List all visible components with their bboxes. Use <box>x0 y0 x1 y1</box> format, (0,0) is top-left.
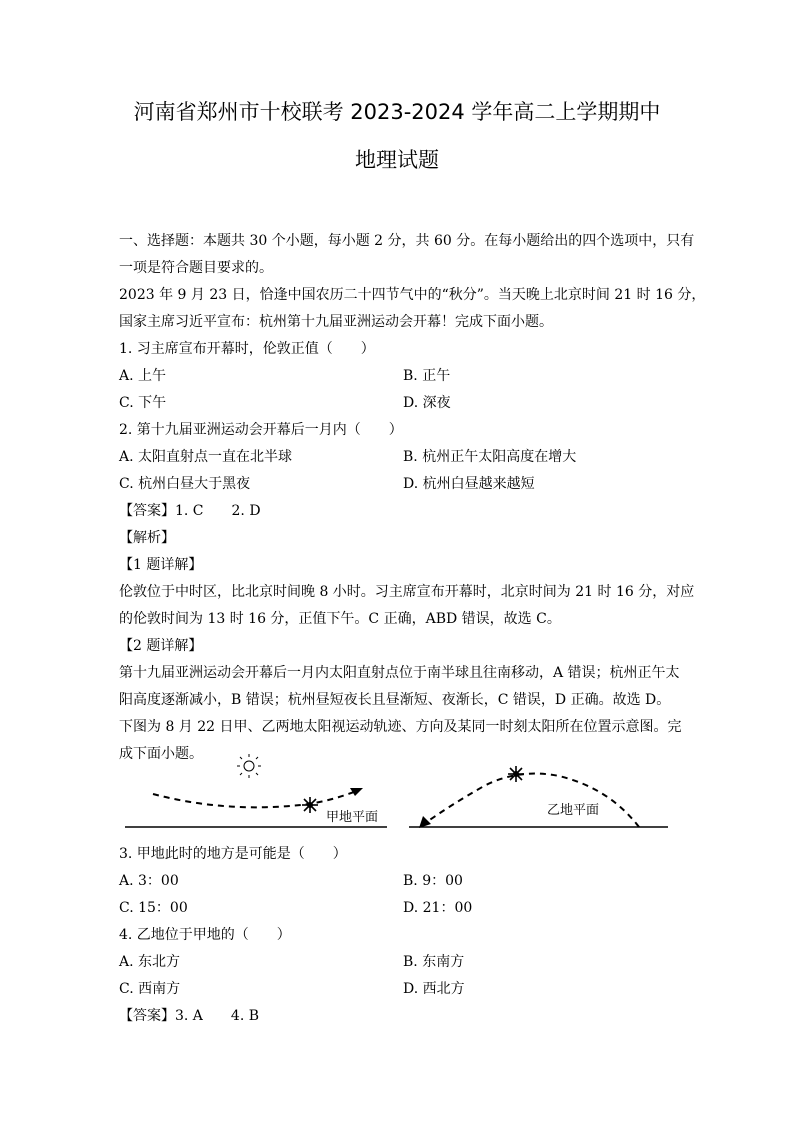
jia-horizon-label: 甲地平面 <box>326 810 379 825</box>
q1-option-b: B. 正午 <box>403 368 451 384</box>
q4-option-b: B. 东南方 <box>403 954 465 970</box>
q2-option-d: D. 杭州白昼越来越短 <box>403 476 535 492</box>
q1-option-a: A. 上午 <box>119 368 167 384</box>
q4-option-a: A. 东北方 <box>119 954 181 970</box>
q2-option-c: C. 杭州白昼大于黑夜 <box>119 476 251 492</box>
yi-path-arrowhead <box>419 816 431 828</box>
detail2-label: 【2 题详解】 <box>119 638 203 654</box>
q3-option-b: B. 9：00 <box>403 873 463 889</box>
yi-sun-path <box>424 774 639 827</box>
jia-sun-dot <box>307 802 313 808</box>
jia-sun-path <box>153 790 359 807</box>
yi-sun-dot <box>513 771 519 777</box>
q2-option-b: B. 杭州正午太阳高度在增大 <box>403 449 577 465</box>
q2-option-a: A. 太阳直射点一直在北半球 <box>119 449 293 465</box>
q3-stem: 3. 甲地此时的地方是可能是（ ） <box>119 846 347 862</box>
analysis-label: 【解析】 <box>119 530 175 546</box>
detail1-line1: 伦敦位于中时区，比北京时间晚 8 小时。习主席宣布开幕时，北京时间为 21 时 16 分，对应 <box>119 584 695 600</box>
detail1-line2: 的伦敦时间为 13 时 16 分，正值下午。C 正确，ABD 错误，故选 C。 <box>119 611 561 627</box>
q3-option-c: C. 15：00 <box>119 900 188 916</box>
answer-3-4: 【答案】3. A 4. B <box>119 1008 260 1024</box>
passage2-line2: 成下面小题。 <box>119 746 203 762</box>
yi-horizon-label: 乙地平面 <box>547 803 600 818</box>
document-title: 河南省郑州市十校联考 2023-2024 学年高二上学期期中 <box>133 100 661 124</box>
q1-stem: 1. 习主席宣布开幕时，伦敦正值（ ） <box>119 341 375 357</box>
passage1-line1: 2023 年 9 月 23 日，恰逢中国农历二十四节气中的“秋分”。当天晚上北京时间 21 时 16 分， <box>119 287 706 303</box>
document-subtitle: 地理试题 <box>355 148 439 172</box>
q4-stem: 4. 乙地位于甲地的（ ） <box>119 927 291 943</box>
passage1-line2: 国家主席习近平宣布：杭州第十九届亚洲运动会开幕！完成下面小题。 <box>119 314 553 330</box>
q1-option-d: D. 深夜 <box>403 395 451 411</box>
detail2-line1: 第十九届亚洲运动会开幕后一月内太阳直射点位于南半球且往南移动，A 错误；杭州正午太 <box>119 665 680 681</box>
section-heading-line1: 一、选择题：本题共 30 个小题，每小题 2 分，共 60 分。在每小题给出的四个选项中，只有 <box>119 233 695 249</box>
detail1-label: 【1 题详解】 <box>119 557 203 573</box>
q3-option-d: D. 21：00 <box>403 900 473 916</box>
q4-option-d: D. 西北方 <box>403 981 465 997</box>
q1-option-c: C. 下午 <box>119 395 167 411</box>
detail2-line2: 阳高度逐渐减小，B 错误；杭州昼短夜长且昼渐短、夜渐长，C 错误，D 正确。故选 D。 <box>119 692 671 708</box>
sun-symbol-icon <box>237 754 261 778</box>
answer-1-2: 【答案】1. C 2. D <box>119 503 261 519</box>
sun-path-svg <box>119 748 679 838</box>
section-heading-line2: 一项是符合题目要求的。 <box>119 260 273 276</box>
q2-stem: 2. 第十九届亚洲运动会开幕后一月内（ ） <box>119 422 403 438</box>
q3-option-a: A. 3：00 <box>119 873 179 889</box>
q4-option-c: C. 西南方 <box>119 981 181 997</box>
sun-path-diagram <box>119 748 679 838</box>
passage2-line1: 下图为 8 月 22 日甲、乙两地太阳视运动轨迹、方向及某同一时刻太阳所在位置示意图。完 <box>119 719 682 735</box>
